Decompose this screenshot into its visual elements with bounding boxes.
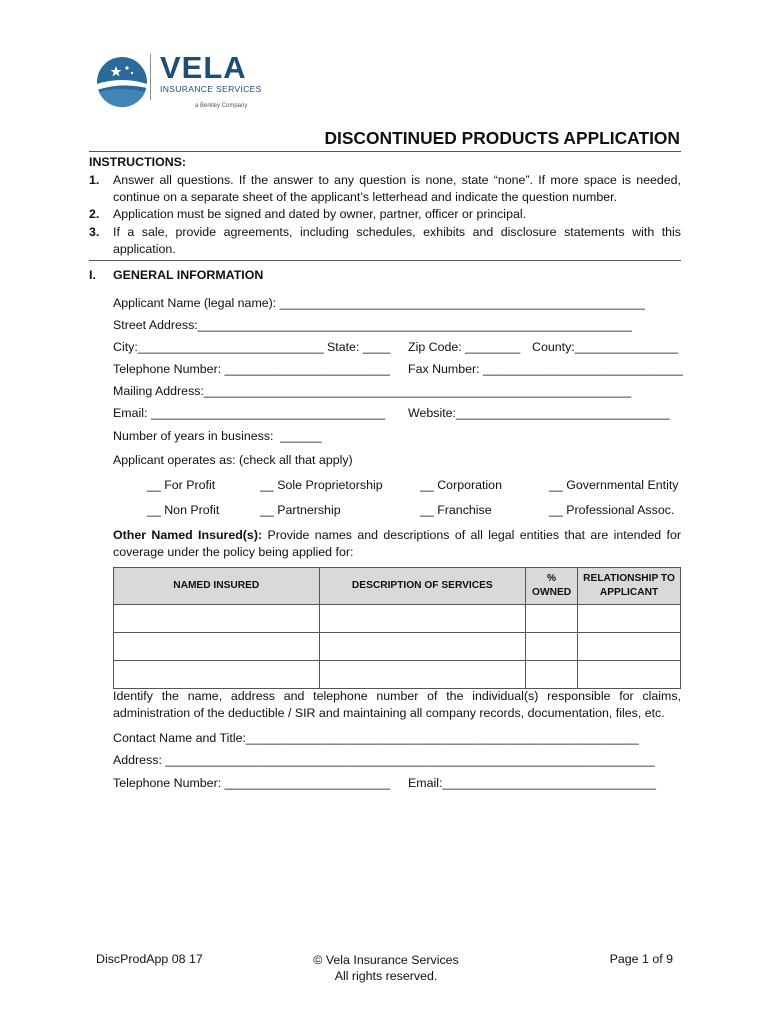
logo-globe-icon xyxy=(94,54,150,110)
operates-as-label: Applicant operates as: (check all that apply) xyxy=(113,453,353,467)
contact-name-title-field[interactable]: Contact Name and Title:_________________________________________________________ xyxy=(113,731,639,745)
table-cell[interactable] xyxy=(526,661,578,689)
contact-address-field[interactable]: Address: _______________________________________________________________________ xyxy=(113,753,655,767)
footer-rights-line: All rights reserved. xyxy=(334,969,438,983)
column-header: % OWNED xyxy=(526,568,578,605)
table-cell[interactable] xyxy=(319,605,526,633)
instruction-text: Answer all questions. If the answer to any question is none, state “none”. If more space is needed, continue on a separate sheet of the applicant’s letterhead and indicate the question number. xyxy=(113,173,681,204)
other-named-insured-text: Provide names and descriptions of all legal entities that are intended for coverage under the policy being applied for: xyxy=(113,528,682,559)
table-row xyxy=(114,605,681,633)
street-address-field[interactable]: Street Address:_______________________________________________________________ xyxy=(113,318,632,332)
table-row xyxy=(114,633,681,661)
table-header-row xyxy=(114,568,681,605)
column-header: DESCRIPTION OF SERVICES xyxy=(319,568,526,605)
column-header: RELATIONSHIP TO APPLICANT xyxy=(578,568,681,605)
page-title: DISCONTINUED PRODUCTS APPLICATION xyxy=(324,128,680,148)
instruction-number: 1. xyxy=(89,173,100,187)
checkbox-corporation[interactable]: __ Corporation xyxy=(420,478,502,492)
instruction-text: If a sale, provide agreements, including schedules, exhibits and disclosure statements with this application. xyxy=(113,225,681,256)
table-cell[interactable] xyxy=(526,605,578,633)
checkbox-governmental-entity[interactable]: __ Governmental Entity xyxy=(549,478,679,492)
table-cell[interactable] xyxy=(578,633,681,661)
instruction-number: 3. xyxy=(89,225,100,239)
logo-divider xyxy=(150,54,151,100)
checkbox-professional-assoc[interactable]: __ Professional Assoc. xyxy=(549,503,675,517)
other-named-insured-label: Other Named Insured(s): xyxy=(113,528,263,542)
named-insured-table xyxy=(113,567,681,689)
instruction-number: 2. xyxy=(89,207,100,221)
contact-telephone-field[interactable]: Telephone Number: ________________________ xyxy=(113,776,390,790)
footer-page-number: Page 1 of 9 xyxy=(609,952,673,966)
checkbox-franchise[interactable]: __ Franchise xyxy=(420,503,492,517)
table-cell[interactable] xyxy=(578,661,681,689)
table-cell[interactable] xyxy=(319,633,526,661)
footer-copyright xyxy=(286,952,486,984)
email-field[interactable]: Email: __________________________________ xyxy=(113,406,386,420)
section-number: I. xyxy=(89,268,96,282)
table-cell[interactable] xyxy=(114,661,320,689)
identify-paragraph: Identify the name, address and telephone number of the individual(s) responsible for claims, administration of the deductible / SIR and maintaining all company records, documentation, files, etc. xyxy=(113,689,681,720)
logo-wordmark xyxy=(160,52,262,95)
table-cell[interactable] xyxy=(114,633,320,661)
county-field[interactable]: County:_______________ xyxy=(532,340,679,354)
instruction-text: Application must be signed and dated by owner, partner, officer or principal. xyxy=(113,207,527,221)
logo-name: VELA xyxy=(160,50,247,85)
table-cell[interactable] xyxy=(526,633,578,661)
title-rule xyxy=(89,151,681,152)
table-cell[interactable] xyxy=(578,605,681,633)
fax-field[interactable]: Fax Number: _____________________________ xyxy=(408,362,683,376)
city-field[interactable]: City:___________________________ xyxy=(113,340,324,354)
mailing-address-field[interactable]: Mailing Address:______________________________________________________________ xyxy=(113,384,632,398)
table-cell[interactable] xyxy=(319,661,526,689)
footer-copyright-line: © Vela Insurance Services xyxy=(313,953,459,967)
state-field[interactable]: State: ____ xyxy=(327,340,391,354)
applicant-name-field[interactable]: Applicant Name (legal name): _____________________________________________________ xyxy=(113,296,645,310)
zip-code-field[interactable]: Zip Code: ________ xyxy=(408,340,521,354)
section-title: GENERAL INFORMATION xyxy=(113,268,264,282)
years-in-business-field[interactable]: Number of years in business: ______ xyxy=(113,429,322,443)
instructions-rule xyxy=(89,260,681,261)
column-header: NAMED INSURED xyxy=(114,568,320,605)
table-cell[interactable] xyxy=(114,605,320,633)
table-row xyxy=(114,661,681,689)
logo-tagline: a Berkley Company xyxy=(195,103,248,109)
website-field[interactable]: Website:_______________________________ xyxy=(408,406,670,420)
logo-subtitle: INSURANCE SERVICES xyxy=(160,84,262,94)
other-named-insured-paragraph xyxy=(113,527,681,561)
footer-form-code: DiscProdApp 08 17 xyxy=(96,952,203,966)
telephone-field[interactable]: Telephone Number: ________________________ xyxy=(113,362,390,376)
checkbox-partnership[interactable]: __ Partnership xyxy=(260,503,341,517)
contact-email-field[interactable]: Email:_______________________________ xyxy=(408,776,657,790)
checkbox-for-profit[interactable]: __ For Profit xyxy=(147,478,216,492)
checkbox-non-profit[interactable]: __ Non Profit xyxy=(147,503,220,517)
instructions-heading: INSTRUCTIONS: xyxy=(89,155,187,169)
checkbox-sole-proprietorship[interactable]: __ Sole Proprietorship xyxy=(260,478,383,492)
